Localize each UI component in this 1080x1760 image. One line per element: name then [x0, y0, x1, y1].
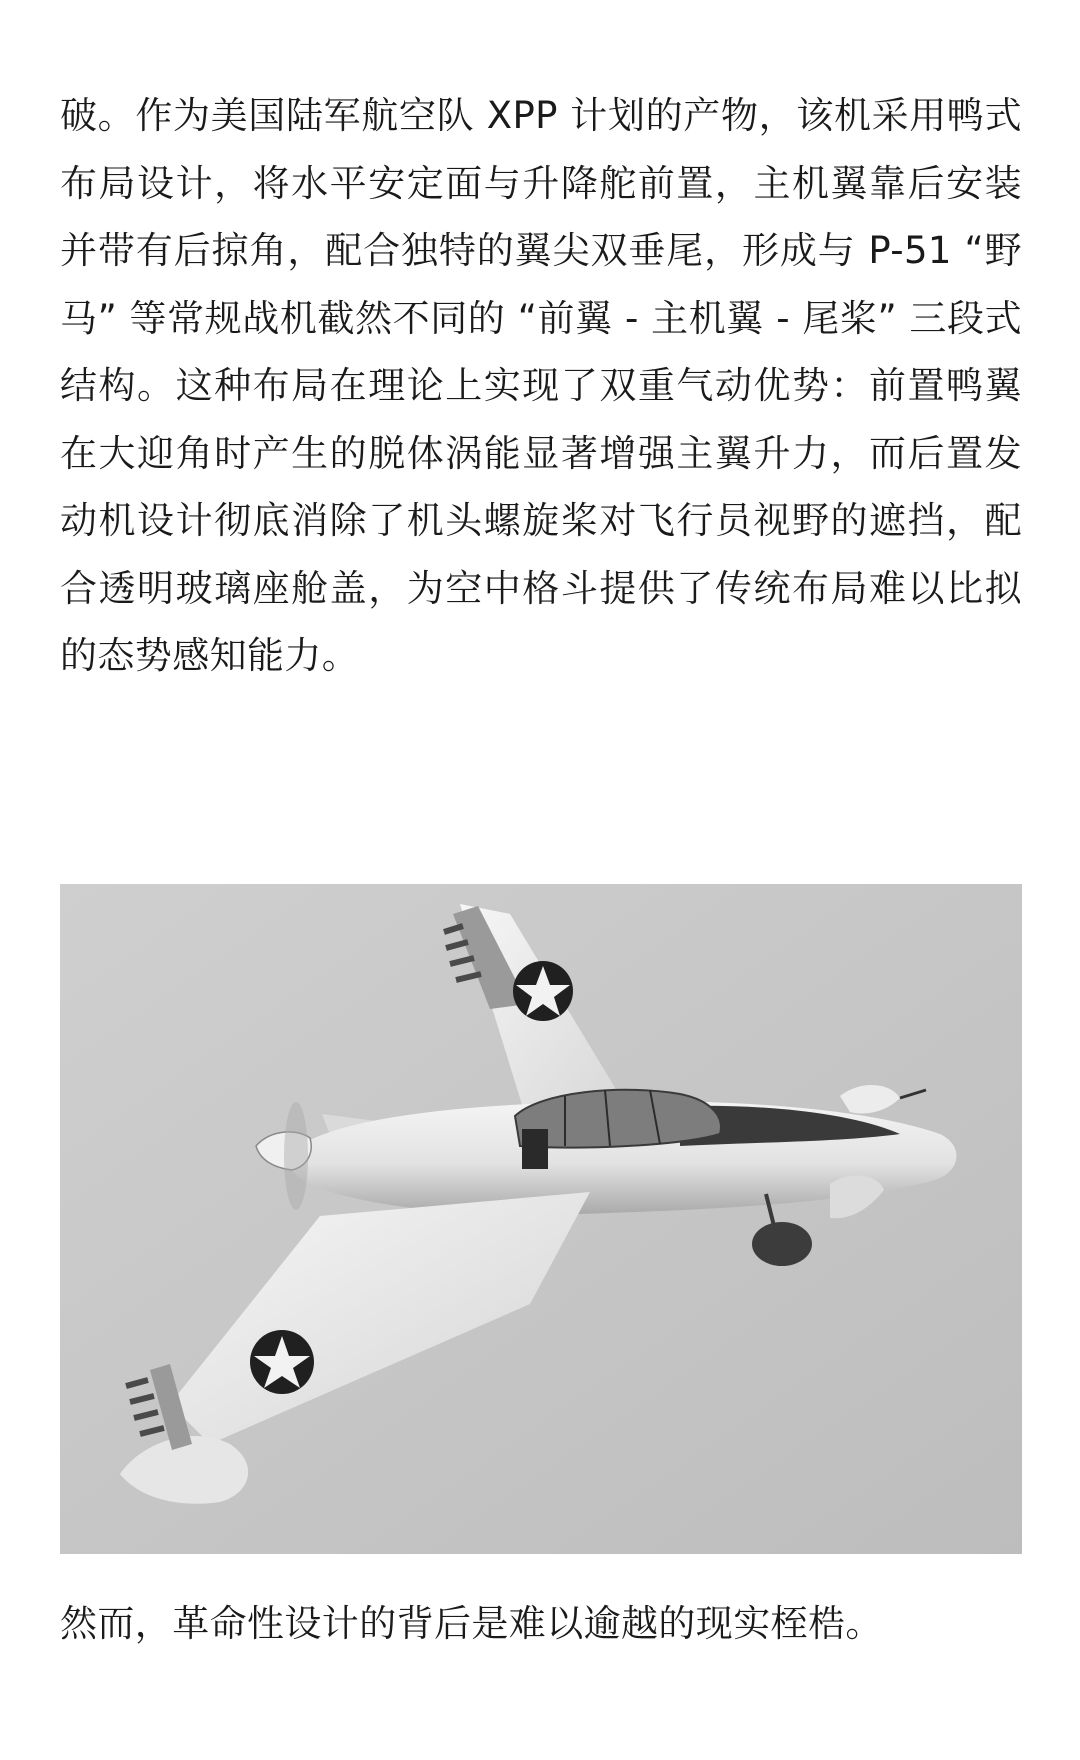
aircraft-illustration	[60, 884, 1022, 1554]
aircraft-photo	[60, 884, 1022, 1554]
article-paragraph-1: 破。作为美国陆军航空队 XPP 计划的产物，该机采用鸭式布局设计，将水平安定面与升降舵前置，主机翼靠后安装并带有后掠角，配合独特的翼尖双垂尾，形成与 P-51 “野马” 等常规战机截然不同的 “前翼 - 主机翼 - 尾桨” 三段式结构。这种布局在理论上实现了双重气动优势：前置鸭翼在大迎角时产生的脱体涡能显著增强主翼升力，而后置发动机设计彻底消除了机头螺旋桨对飞行员视野的遮挡，配合透明玻璃座舱盖，为空中格斗提供了传统布局难以比拟的态势感知能力。	[60, 94, 1022, 677]
article-paragraph-2: 然而，革命性设计的背后是难以逾越的现实桎梏。	[60, 1602, 883, 1645]
